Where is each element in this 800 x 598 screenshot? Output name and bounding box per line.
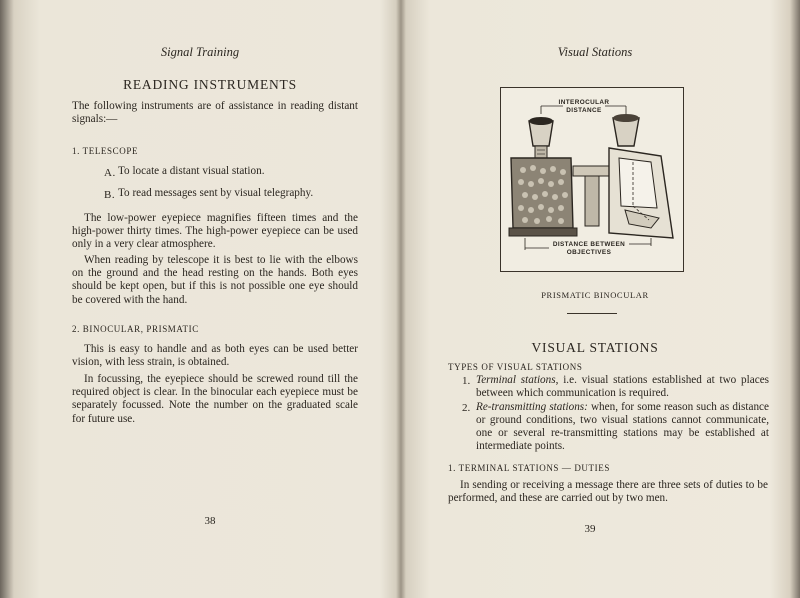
eyepiece-paragraph: The low-power eyepiece magnifies fifteen times and the high-power thirty times. The high-power eyepiece can be used only in a very clear atmosphere. bbox=[72, 212, 358, 251]
binocular-illustration bbox=[501, 88, 683, 271]
telescope-item-a-text: To locate a distant visual station. bbox=[118, 165, 265, 177]
figure-label-objectives: OBJECTIVES bbox=[566, 249, 612, 256]
reading-paragraph: When reading by telescope it is best to lie with the elbows on the ground and the head resting on the hands. Both eyes should be kept open, but if this is not possible one eye should be covered with the hand. bbox=[72, 254, 358, 306]
left-running-head: Signal Training bbox=[160, 45, 240, 59]
types-item-2-text bbox=[476, 401, 769, 453]
focussing-paragraph: In focussing, the eyepiece should be screwed round till the required object is clear. In the binocular each eyepiece must be separately focussed. Note the number on the graduated scale for future use. bbox=[72, 373, 358, 425]
figure-label-distance-between: DISTANCE BETWEEN bbox=[552, 241, 626, 248]
telescope-item-b-letter: B. bbox=[104, 189, 116, 201]
section-heading-binocular: 2. BINOCULAR, PRISMATIC bbox=[72, 324, 199, 334]
telescope-item-a-letter: A. bbox=[104, 167, 116, 179]
figure-caption: PRISMATIC BINOCULAR bbox=[541, 290, 649, 300]
right-page bbox=[400, 0, 800, 598]
telescope-item-b-text: To read messages sent by visual telegraphy. bbox=[118, 187, 314, 199]
intro-paragraph: The following instruments are of assistance in reading distant signals:— bbox=[72, 100, 358, 126]
right-page-title: VISUAL STATIONS bbox=[531, 340, 659, 355]
types-item-1-rest: , i.e. visual stations established at two places between which communication is required. bbox=[476, 374, 770, 399]
section-heading-telescope: 1. TELESCOPE bbox=[72, 146, 139, 156]
types-item-2-number: 2. bbox=[462, 402, 471, 414]
section-divider bbox=[567, 313, 617, 314]
types-item-2-term: Re-transmitting stations: bbox=[476, 401, 588, 413]
left-page-number: 38 bbox=[204, 515, 216, 527]
binocular-figure bbox=[500, 87, 684, 272]
figure-label-distance: DISTANCE bbox=[566, 107, 602, 114]
right-page-number: 39 bbox=[584, 523, 596, 535]
terminal-duties-heading: 1. TERMINAL STATIONS — DUTIES bbox=[448, 463, 610, 473]
types-item-2-rest: when, for some reason such as distance or ground conditions, two visual stations cannot communicate, one or several re-transmitting stations may be established at intermediate points. bbox=[476, 401, 769, 452]
binocular-paragraph: This is easy to handle and as both eyes can be used better vision, with less strain, is obtained. bbox=[72, 343, 358, 369]
types-item-1-term: Terminal stations bbox=[476, 374, 556, 386]
left-page-title: READING INSTRUMENTS bbox=[123, 77, 297, 92]
duties-paragraph: In sending or receiving a message there are three sets of duties to be performed, and these are carried out by two men. bbox=[448, 479, 768, 505]
types-item-1-text bbox=[476, 374, 769, 400]
types-item-1-number: 1. bbox=[462, 375, 471, 387]
types-heading: TYPES OF VISUAL STATIONS bbox=[448, 362, 583, 372]
right-running-head: Visual Stations bbox=[557, 45, 633, 59]
figure-label-interocular: INTEROCULAR bbox=[558, 99, 610, 106]
